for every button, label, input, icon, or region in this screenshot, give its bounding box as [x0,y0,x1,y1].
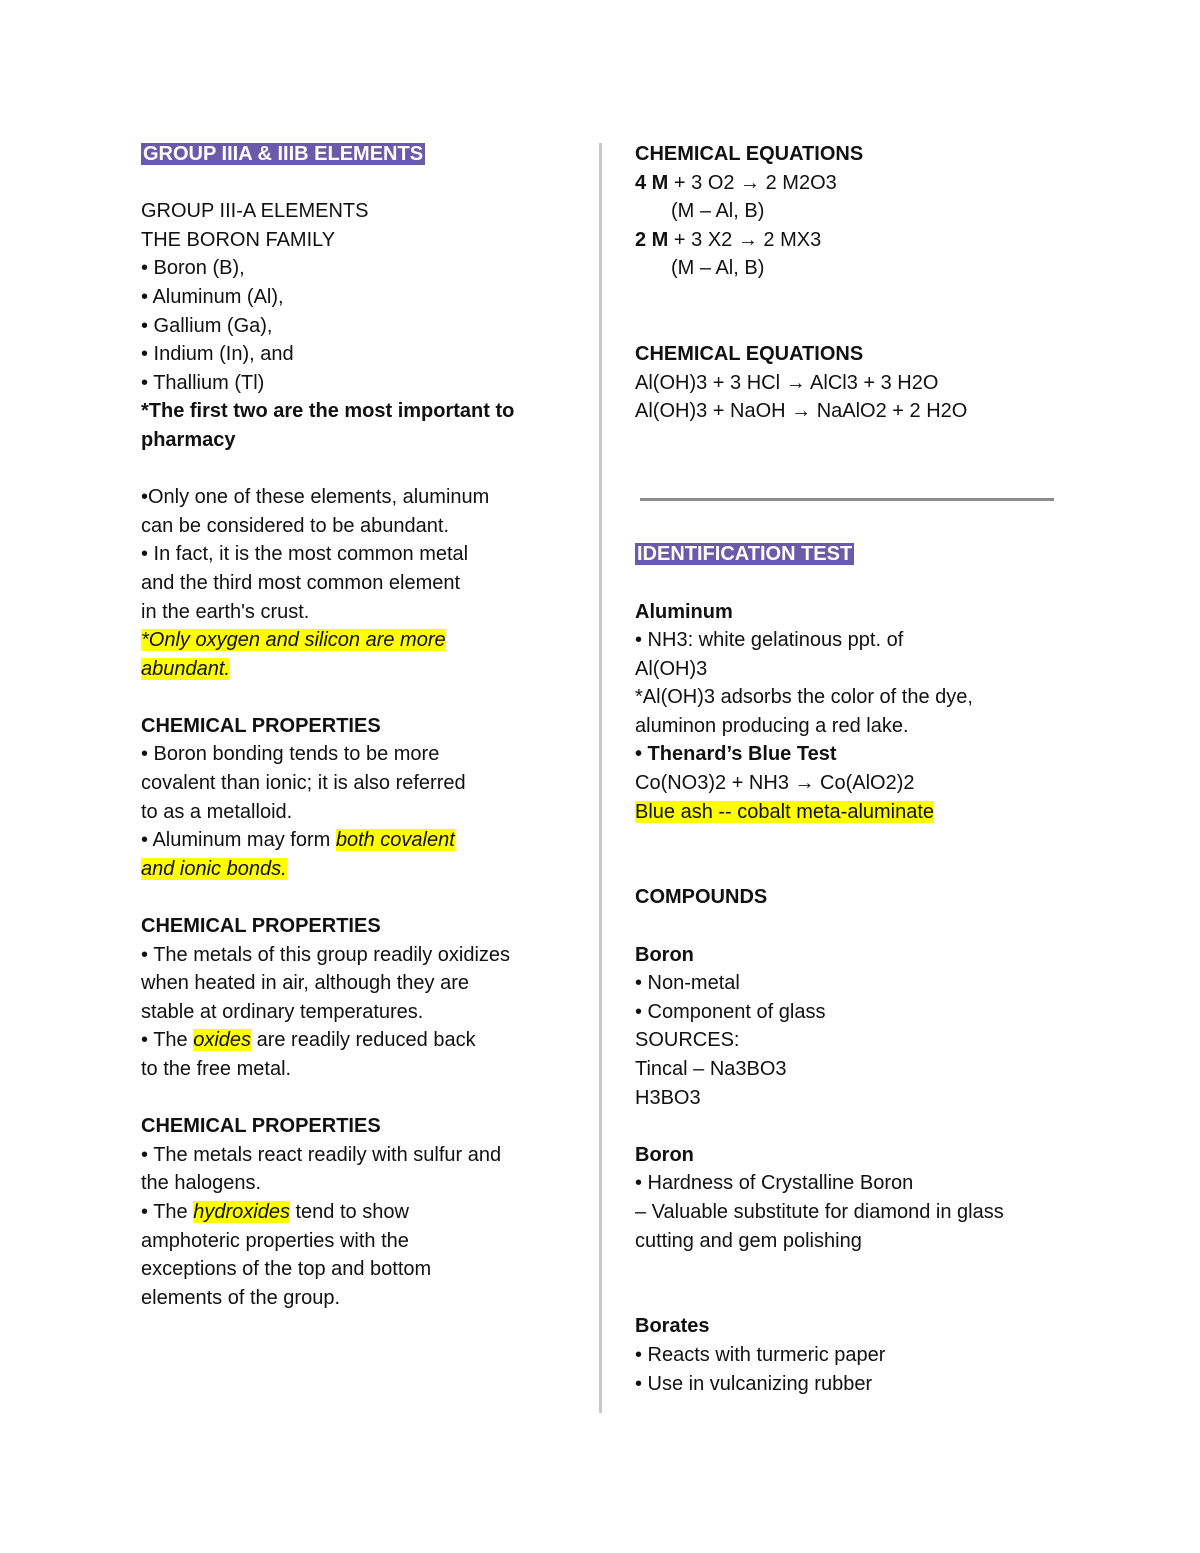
test-text: Al(OH)3 [635,657,708,680]
properties-text: are readily reduced back [251,1029,476,1052]
test-text: • NH3: white gelatinous ppt. of [635,629,904,652]
equation-note: (M – Al, B) [671,257,765,280]
equation-text: Al(OH)3 + 3 HCl → AlCl3 + 3 H2O [635,371,939,394]
properties-text: • The metals react readily with sulfur and [141,1143,502,1166]
compounds-heading: COMPOUNDS [635,886,768,909]
equation-note: (M – Al, B) [671,200,765,223]
properties-text: when heated in air, although they are [141,972,470,995]
compound-text: • Component of glass [635,1000,826,1023]
properties-text: covalent than ionic; it is also referred [141,772,466,795]
compound-title: Borates [635,1315,710,1338]
properties-text: to as a metalloid. [141,800,293,823]
thenard-heading: • Thenard’s Blue Test [635,743,837,766]
properties-text: • Aluminum may form [141,829,336,852]
abundance-highlight: abundant. [141,657,230,680]
reaction-text: Co(NO3)2 + NH3 → Co(AlO2)2 [635,772,915,795]
element-item: • Indium (In), and [141,343,294,366]
equations-heading: CHEMICAL EQUATIONS [635,143,864,165]
equation-reactant: 4 M [635,171,669,194]
horizontal-rule [640,498,1054,501]
properties-text: stable at ordinary temperatures. [141,1000,424,1023]
properties-heading: CHEMICAL PROPERTIES [141,1115,381,1138]
compound-text: H3BO3 [635,1086,701,1109]
properties-highlight: and ionic bonds. [141,857,287,880]
important-note: pharmacy [141,428,236,451]
properties-highlight: hydroxides [193,1200,290,1223]
properties-text: tend to show [289,1200,409,1223]
element-item: • Boron (B), [141,257,245,280]
properties-text: • The metals of this group readily oxidizes [141,943,511,966]
properties-text: amphoteric properties with the [141,1229,409,1252]
right-column [635,140,1065,1398]
abundance-text: •Only one of these elements, aluminum [141,486,490,509]
compound-text: • Use in vulcanizing rubber [635,1372,873,1395]
properties-text: the halogens. [141,1172,262,1195]
important-note: *The first two are the most important to [141,400,515,423]
section-title: GROUP IIIA & IIIB ELEMENTS [143,143,424,165]
compound-title: Boron [635,1143,694,1166]
test-text: *Al(OH)3 adsorbs the color of the dye, [635,686,973,709]
compound-text: • Hardness of Crystalline Boron [635,1172,914,1195]
identification-title: IDENTIFICATION TEST [637,543,853,566]
equation-text: Al(OH)3 + NaOH → NaAlO2 + 2 H2O [635,400,968,423]
abundance-text: can be considered to be abundant. [141,514,450,537]
properties-text: exceptions of the top and bottom [141,1258,432,1281]
abundance-highlight: *Only oxygen and silicon are more [141,629,446,652]
equation-text: + 3 X2 → 2 MX3 [668,228,822,251]
compound-text: cutting and gem polishing [635,1229,862,1252]
abundance-text: in the earth's crust. [141,600,310,623]
properties-text: • The [141,1029,194,1052]
element-item: • Gallium (Ga), [141,314,273,337]
properties-highlight: both covalent [335,829,455,852]
properties-text: • The [141,1200,194,1223]
blue-ash-highlight: Blue ash -- cobalt meta-aluminate [635,800,935,823]
equation-text: + 3 O2 → 2 M2O3 [668,171,837,194]
properties-highlight: oxides [193,1029,252,1052]
aluminum-heading: Aluminum [635,600,733,623]
left-column [141,140,571,1312]
element-item: • Aluminum (Al), [141,285,284,308]
equations-heading: CHEMICAL EQUATIONS [635,343,864,366]
element-item: • Thallium (Tl) [141,371,265,394]
compound-title: Boron [635,943,694,966]
compound-text: • Non-metal [635,972,740,995]
equation-reactant: 2 M [635,228,669,251]
test-text: aluminon producing a red lake. [635,714,909,737]
family-label: THE BORON FAMILY [141,228,336,251]
column-divider [599,143,602,1413]
properties-heading: CHEMICAL PROPERTIES [141,915,381,938]
abundance-text: • In fact, it is the most common metal [141,543,469,566]
subtitle: GROUP III-A ELEMENTS [141,200,369,223]
compound-text: SOURCES: [635,1029,740,1052]
abundance-text: and the third most common element [141,571,461,594]
properties-text: • Boron bonding tends to be more [141,743,440,766]
properties-text: to the free metal. [141,1058,292,1080]
compound-text: Tincal – Na3BO3 [635,1058,787,1080]
compound-text: • Reacts with turmeric paper [635,1343,886,1366]
properties-text: elements of the group. [141,1286,341,1309]
compound-text: – Valuable substitute for diamond in glass [635,1200,1004,1223]
properties-heading: CHEMICAL PROPERTIES [141,714,381,737]
